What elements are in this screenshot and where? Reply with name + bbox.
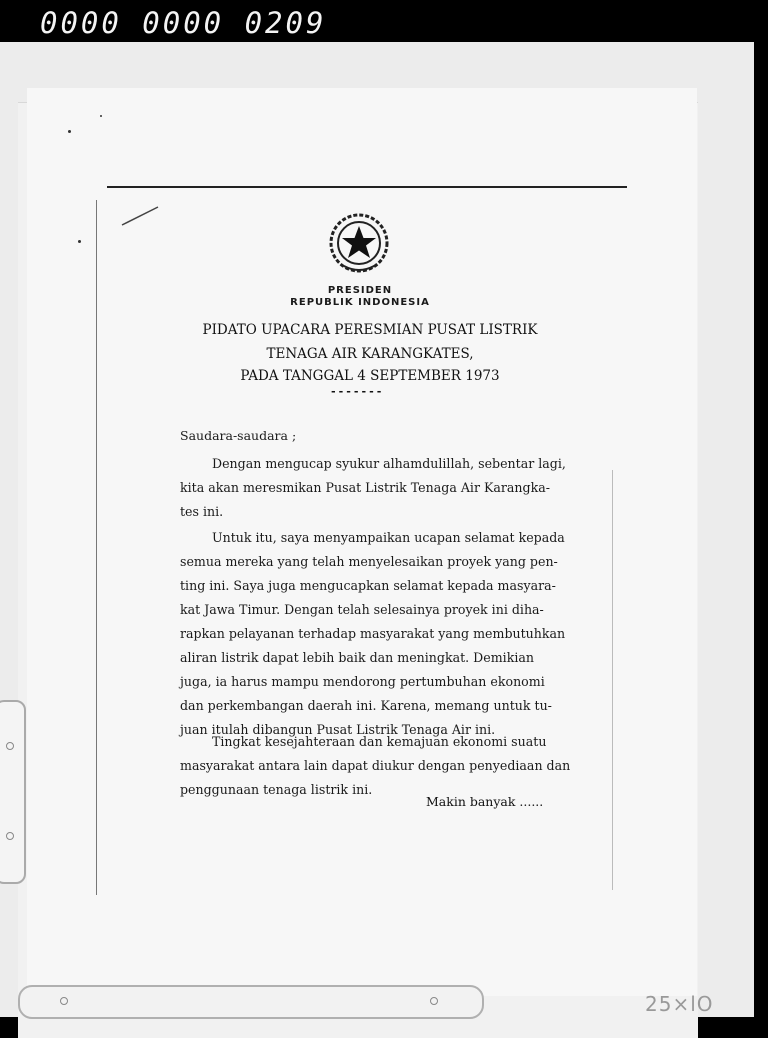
paragraph-line: juga, ia harus mampu mendorong pertumbuhan ekonomi <box>180 674 545 689</box>
top-rule <box>107 186 627 188</box>
paragraph-line: kita akan meresmikan Pusat Listrik Tenaga Air Karangka- <box>180 480 550 495</box>
paragraph-line: Untuk itu, saya menyampaikan ucapan selamat kepada <box>212 530 565 545</box>
dust-speck <box>68 130 71 133</box>
paragraph-line: penggunaan tenaga listrik ini. <box>180 782 373 797</box>
speech-title-line: PADA TANGGAL 4 SEPTEMBER 1973 <box>240 368 500 384</box>
paragraph <box>180 730 580 802</box>
paragraph <box>180 452 580 524</box>
pen-mark <box>120 205 160 227</box>
clip-hole <box>430 997 438 1005</box>
presidential-emblem-icon <box>328 212 390 274</box>
speech-title-line: PIDATO UPACARA PERESMIAN PUSAT LISTRIK <box>202 322 538 338</box>
dust-speck <box>78 240 81 243</box>
left-binder-clip <box>0 700 26 884</box>
magnification-mark: lO <box>690 992 714 1016</box>
paragraph-line: Tingkat kesejahteraan dan kemajuan ekonomi suatu <box>212 734 547 749</box>
salutation: Saudara-saudara ; <box>180 428 297 443</box>
page-edge-right <box>612 470 613 890</box>
issuer-country: REPUBLIK INDONESIA <box>290 297 430 308</box>
paragraph-line: rapkan pelayanan terhadap masyarakat yang membutuhkan <box>180 626 566 641</box>
paragraph-line: dan perkembangan daerah ini. Karena, memang untuk tu- <box>180 698 552 713</box>
magnification-label <box>645 992 714 1016</box>
page-edge-left <box>96 200 97 895</box>
paragraph-line: ting ini. Saya juga mengucapkan selamat kepada masyara- <box>180 578 556 593</box>
paragraph-line: masyarakat antara lain dapat diukur dengan penyediaan dan <box>180 758 571 773</box>
issuer-title: PRESIDEN <box>327 285 393 296</box>
paragraph-line: Dengan mengucap syukur alhamdulillah, sebentar lagi, <box>212 456 566 471</box>
clip-hole <box>60 997 68 1005</box>
title-underline: ------- <box>330 385 384 398</box>
paragraph-line: semua mereka yang telah menyelesaikan proyek yang pen- <box>180 554 558 569</box>
continuation-text: Makin banyak ...... <box>426 794 544 809</box>
paragraph-line: tes ini. <box>180 504 224 519</box>
clip-hole <box>6 832 14 840</box>
speech-title-line: TENAGA AIR KARANGKATES, <box>266 346 474 362</box>
paragraph <box>180 526 580 742</box>
paragraph-line: juan itulah dibangun Pusat Listrik Tenaga Air ini. <box>180 722 496 737</box>
clip-hole <box>6 742 14 750</box>
bottom-binder-clip <box>18 985 484 1019</box>
dust-speck <box>100 115 102 117</box>
magnification-ratio: 25× <box>645 992 691 1016</box>
paragraph-line: kat Jawa Timur. Dengan telah selesainya proyek ini diha- <box>180 602 544 617</box>
film-frame-id: 0000 0000 0209 <box>40 6 327 40</box>
paragraph-line: aliran listrik dapat lebih baik dan meningkat. Demikian <box>180 650 534 665</box>
